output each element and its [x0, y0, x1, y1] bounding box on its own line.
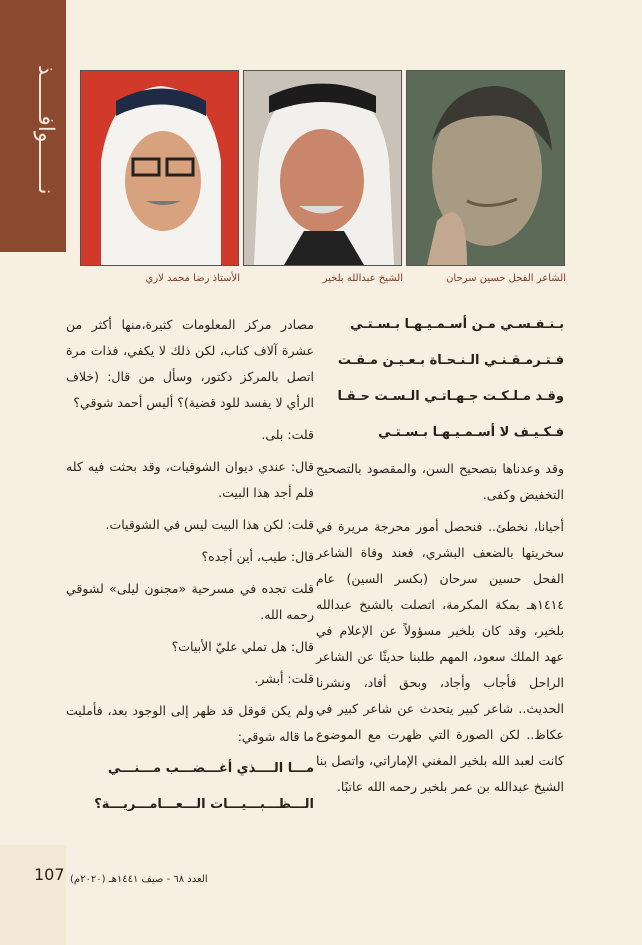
verse-line: مـــا الــــذي أغـــضـــب مـــنـــي [107, 761, 314, 776]
footer-strip [0, 845, 66, 945]
paragraph: قال: طيب، أين أجده؟ [201, 549, 314, 564]
right-column [316, 312, 564, 806]
verse-line: فـكـيـف لا أسـمـيـهـا بـسـتـي [378, 425, 564, 440]
verse-line: فـتـرمـقـنـي الـنـحـاة بـعـيـن مـقـت [337, 353, 564, 368]
verse-line: بـنـفـسـي مـن أسـمـيـهـا بـسـتـي [350, 317, 564, 332]
paragraph: قال: عندي ديوان الشوقيات، وقد بحثت فيه كله فلم أجد هذا البيت. [66, 459, 314, 500]
paragraph: قلت: لكن هذا البيت ليس في الشوقيات. [105, 517, 314, 532]
section-tab [0, 0, 66, 252]
section-tab-label: نـــــــوافــــــذ [33, 65, 58, 195]
paragraph: وقد وعدناها بتصحيح السن، والمقصود بالتصحيح التخفيض وكفى. [316, 461, 564, 502]
verse-line: وقـد مـلـكـت جـهـاتـي الـسـت حـقـا [337, 389, 564, 404]
page-number: 107 [34, 865, 65, 884]
verse-line: الـــظـــبـــيـــات الـــعـــامـــريـــة؟ [94, 797, 314, 812]
paragraph: مصادر مركز المعلومات كثيرة،منها أكثر من عشرة آلاف كتاب، لكن ذلك لا يكفي، فذات مرة اتصل بالمركز دكتور، وسأل من قال: (خلاف الرأي لا يفسد للود قضية)؟ أليس أحمد شوقي؟ [66, 317, 314, 410]
photo-hussein-sarhan [406, 70, 565, 266]
photo-rida-lari [80, 70, 239, 266]
paragraph: قلت تجده في مسرحية «مجنون ليلى» لشوقي رحمه الله. [66, 581, 314, 622]
paragraph: قلت: أبشر. [254, 671, 314, 686]
paragraph: ولم يكن قوقل قد ظهر إلى الوجود بعد، فأمليت ما قاله شوقي: [66, 703, 314, 744]
caption-abdullah-balkhair: الشيخ عبدالله بلخير [322, 273, 403, 284]
issue-info: العدد ٦٨ - صيف ١٤٤١هـ (٢٠٢٠م) [70, 874, 208, 885]
paragraph: أحيانا، نخطئ.. فنحصل أمور محرجة مريرة في سخريتها بالضعف البشري، فعند وفاة الشاعر الفحل حسين سرحان (بكسر السين) عام ١٤١٤هـ بمكة المكرمة، اتصلت بالشيخ عبدالله بلخير، وقد كان بلخير مسؤولاً عن الإعلام في عهد الملك سعود، المهم طلبنا حديثًا عن الشاعر الراحل فأجاب وأجاد، وبحق أفاد، ونشرنا الحديث.. شاعر كبير يتحدث عن شاعر كبير في عكاظ.. لكن الصورة التي ظهرت مع الموضوع كانت لعبد الله بلخير المغني الإماراتي، واتصل بنا الشيخ عبدالله بن عمر بلخير رحمه الله عاتبًا. [316, 519, 564, 794]
left-column [66, 312, 314, 828]
caption-rida-lari: الأستاذ رضا محمد لاري [145, 273, 240, 284]
photo-abdullah-balkhair [243, 70, 402, 266]
paragraph: قلت: بلى. [261, 427, 314, 442]
paragraph: قال: هل تملي عليّ الأبيات؟ [171, 639, 314, 654]
caption-hussein-sarhan: الشاعر الفحل حسين سرحان [446, 273, 566, 284]
